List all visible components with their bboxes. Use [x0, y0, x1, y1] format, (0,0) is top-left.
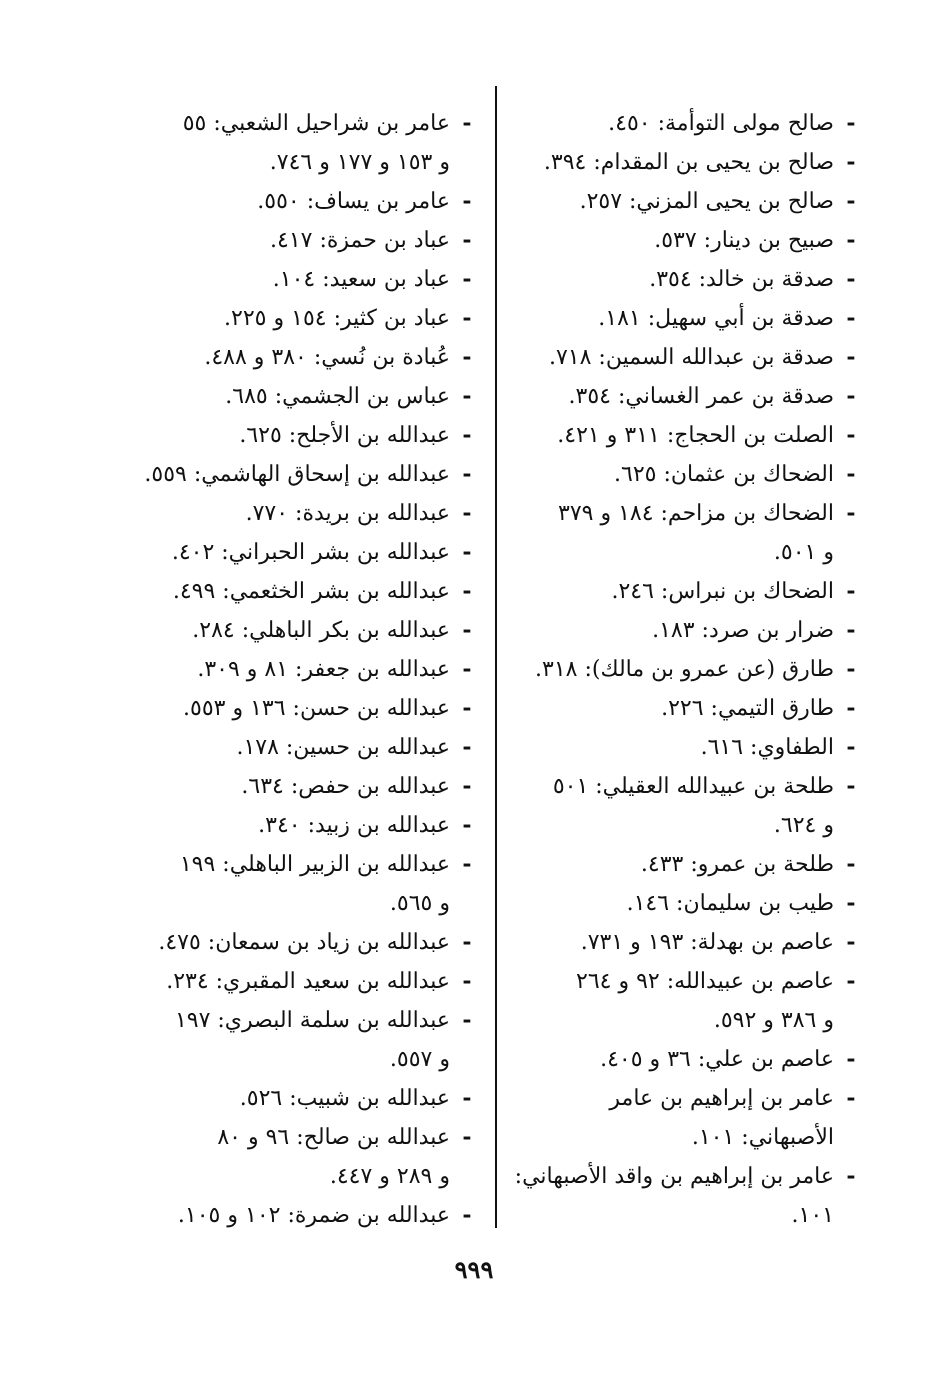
- entry-continuation: ١٠١.: [791, 1203, 834, 1228]
- entry-bullet-dash: -: [846, 851, 856, 877]
- index-entry-line: [112, 494, 484, 533]
- entry-text: عبدالله بن زياد بن سمعان: ٤٧٥.: [158, 930, 450, 955]
- entry-text: عباد بن سعيد: ١٠٤.: [272, 267, 450, 292]
- entry-bullet-dash: -: [846, 344, 856, 370]
- entry-bullet-dash: -: [462, 656, 472, 682]
- index-entry-line: [512, 299, 868, 338]
- entry-bullet-dash: -: [462, 968, 472, 994]
- index-entry-line: [112, 377, 484, 416]
- index-entry-line: [112, 1196, 484, 1235]
- index-entry-line: [512, 962, 868, 1001]
- entry-bullet-dash: -: [846, 695, 856, 721]
- index-entry: [512, 494, 868, 572]
- index-entry: [512, 767, 868, 845]
- entry-bullet-dash: -: [462, 929, 472, 955]
- entry-text: صالح بن يحيى المزني: ٢٥٧.: [579, 189, 834, 214]
- index-entry-line: [512, 377, 868, 416]
- entry-bullet-dash: -: [462, 1085, 472, 1111]
- entry-bullet-dash: -: [462, 266, 472, 292]
- index-entry: [112, 260, 484, 299]
- index-entry-line: [112, 689, 484, 728]
- index-entry: [512, 221, 868, 260]
- index-entry-line: [512, 221, 868, 260]
- entry-text: عاصم بن بهدلة: ١٩٣ و ٧٣١.: [580, 930, 834, 955]
- entry-continuation: و ٥٦٥.: [389, 891, 450, 916]
- entry-text: طارق التيمي: ٢٢٦.: [661, 696, 834, 721]
- entry-continuation: و ٢٨٩ و ٤٤٧.: [329, 1164, 450, 1189]
- entry-text: عبدالله بن سعيد المقبري: ٢٣٤.: [166, 969, 450, 994]
- entry-text: صالح بن يحيى بن المقدام: ٣٩٤.: [543, 150, 834, 175]
- entry-text: صالح مولى التوأمة: ٤٥٠.: [608, 111, 834, 136]
- index-entry-line: [112, 182, 484, 221]
- entry-text: طارق (عن عمرو بن مالك): ٣١٨.: [535, 657, 834, 682]
- index-entry: [512, 1040, 868, 1079]
- entry-bullet-dash: -: [846, 500, 856, 526]
- index-entry: [112, 104, 484, 182]
- index-column-left: [112, 104, 484, 1235]
- entry-bullet-dash: -: [846, 773, 856, 799]
- index-entry: [512, 143, 868, 182]
- entry-bullet-dash: -: [846, 110, 856, 136]
- entry-bullet-dash: -: [846, 149, 856, 175]
- entry-text: عبدالله بن بشر الحبراني: ٤٠٢.: [171, 540, 450, 565]
- index-entry: [112, 806, 484, 845]
- entry-bullet-dash: -: [846, 929, 856, 955]
- entry-continuation: و ٦٢٤.: [773, 813, 834, 838]
- index-entry-line: [512, 182, 868, 221]
- index-entry: [112, 1118, 484, 1196]
- index-entry-line: [512, 1040, 868, 1079]
- entry-bullet-dash: -: [846, 578, 856, 604]
- entry-text: عبدالله بن شبيب: ٥٢٦.: [239, 1086, 450, 1111]
- index-entry: [112, 1196, 484, 1235]
- index-entry-line: [512, 104, 868, 143]
- index-entry-line: [112, 260, 484, 299]
- entry-bullet-dash: -: [846, 656, 856, 682]
- index-entry: [512, 377, 868, 416]
- index-entry: [512, 338, 868, 377]
- entry-text: عبدالله بن بريدة: ٧٧٠.: [245, 501, 450, 526]
- column-divider: [495, 86, 497, 1228]
- entry-bullet-dash: -: [846, 227, 856, 253]
- entry-text: الضحاك بن عثمان: ٦٢٥.: [614, 462, 834, 487]
- entry-bullet-dash: -: [462, 695, 472, 721]
- entry-text: صدقة بن خالد: ٣٥٤.: [649, 267, 834, 292]
- entry-text: الضحاك بن نبراس: ٢٤٦.: [611, 579, 834, 604]
- entry-bullet-dash: -: [846, 422, 856, 448]
- index-entry-line: [512, 689, 868, 728]
- entry-bullet-dash: -: [846, 734, 856, 760]
- index-entry: [512, 104, 868, 143]
- entry-text: عبدالله بن إسحاق الهاشمي: ٥٥٩.: [144, 462, 450, 487]
- index-entry-line: [112, 104, 484, 143]
- index-column-right: [512, 104, 868, 1235]
- index-entry-line: [112, 455, 484, 494]
- entry-text: عبدالله بن بكر الباهلي: ٢٨٤.: [192, 618, 450, 643]
- index-entry-line: [512, 923, 868, 962]
- index-entry-line: [512, 650, 868, 689]
- entry-bullet-dash: -: [462, 773, 472, 799]
- index-entry: [512, 455, 868, 494]
- index-entry-line: [112, 416, 484, 455]
- index-entry-line: [512, 416, 868, 455]
- entry-text: الضحاك بن مزاحم: ١٨٤ و ٣٧٩: [558, 501, 834, 526]
- index-entry: [512, 416, 868, 455]
- entry-bullet-dash: -: [846, 461, 856, 487]
- index-entry: [112, 455, 484, 494]
- index-entry: [512, 1079, 868, 1157]
- entry-bullet-dash: -: [846, 1046, 856, 1072]
- index-entry-line: [112, 650, 484, 689]
- index-entry: [112, 221, 484, 260]
- entry-bullet-dash: -: [462, 734, 472, 760]
- entry-bullet-dash: -: [846, 617, 856, 643]
- entry-text: طيب بن سليمان: ١٤٦.: [626, 891, 834, 916]
- entry-text: عبدالله بن جعفر: ٨١ و ٣٠٩.: [197, 657, 450, 682]
- index-entry-line: [512, 260, 868, 299]
- entry-bullet-dash: -: [462, 1202, 472, 1228]
- index-entry: [112, 923, 484, 962]
- index-entry-line: [112, 806, 484, 845]
- index-entry-line: [512, 1079, 868, 1118]
- entry-text: عبدالله بن الزبير الباهلي: ١٩٩: [179, 852, 450, 877]
- index-entry: [112, 299, 484, 338]
- entry-bullet-dash: -: [846, 890, 856, 916]
- entry-text: طلحة بن عبيدالله العقيلي: ٥٠١: [552, 774, 834, 799]
- entry-text: ضرار بن صرد: ١٨٣.: [652, 618, 834, 643]
- index-entry: [112, 377, 484, 416]
- entry-continuation: و ٥٠١.: [773, 540, 834, 565]
- index-entry: [512, 611, 868, 650]
- entry-bullet-dash: -: [462, 110, 472, 136]
- index-entry: [512, 884, 868, 923]
- entry-bullet-dash: -: [462, 1124, 472, 1150]
- entry-text: عباس بن الجشمي: ٦٨٥.: [225, 384, 450, 409]
- entry-text: الصلت بن الحجاج: ٣١١ و ٤٢١.: [557, 423, 834, 448]
- entry-text: عباد بن كثير: ١٥٤ و ٢٢٥.: [224, 306, 450, 331]
- index-entry: [112, 728, 484, 767]
- entry-bullet-dash: -: [462, 1007, 472, 1033]
- index-entry: [112, 416, 484, 455]
- index-entry: [112, 182, 484, 221]
- index-entry-line: [512, 767, 868, 806]
- index-entry-line: [512, 338, 868, 377]
- entry-text: عبدالله بن ضمرة: ١٠٢ و ١٠٥.: [177, 1203, 450, 1228]
- entry-text: صدقة بن عبدالله السمين: ٧١٨.: [548, 345, 834, 370]
- index-entry: [512, 1157, 868, 1235]
- entry-bullet-dash: -: [846, 968, 856, 994]
- index-entry-line: [112, 572, 484, 611]
- index-entry-line: [512, 1157, 868, 1196]
- index-entry-line: [112, 923, 484, 962]
- index-entry: [112, 650, 484, 689]
- entry-text: عاصم بن علي: ٣٦ و ٤٠٥.: [600, 1047, 834, 1072]
- entry-bullet-dash: -: [462, 383, 472, 409]
- entry-bullet-dash: -: [462, 422, 472, 448]
- entry-text: عبدالله بن حسين: ١٧٨.: [236, 735, 450, 760]
- entry-text: عاصم بن عبيدالله: ٩٢ و ٢٦٤: [576, 969, 834, 994]
- index-entry: [512, 689, 868, 728]
- index-entry: [112, 689, 484, 728]
- entry-bullet-dash: -: [462, 539, 472, 565]
- entry-text: صدقة بن أبي سهيل: ١٨١.: [598, 306, 834, 331]
- index-entry: [112, 338, 484, 377]
- entry-text: عبدالله بن زبيد: ٣٤٠.: [258, 813, 450, 838]
- index-entry-line: [112, 338, 484, 377]
- index-entry-line: [512, 884, 868, 923]
- entry-bullet-dash: -: [462, 500, 472, 526]
- entry-bullet-dash: -: [462, 812, 472, 838]
- index-entry-line: [112, 1079, 484, 1118]
- index-entry: [512, 845, 868, 884]
- index-entry: [512, 182, 868, 221]
- entry-bullet-dash: -: [462, 578, 472, 604]
- entry-text: طلحة بن عمرو: ٤٣٣.: [640, 852, 834, 877]
- index-entry-line: [512, 728, 868, 767]
- index-entry: [112, 962, 484, 1001]
- entry-bullet-dash: -: [462, 305, 472, 331]
- entry-text: عامر بن إبراهيم بن عامر: [609, 1086, 834, 1111]
- index-entry-line: [512, 572, 868, 611]
- index-entry-line: [112, 1001, 484, 1040]
- index-entry: [112, 1001, 484, 1079]
- entry-text: عبدالله بن حفص: ٦٣٤.: [241, 774, 450, 799]
- index-entry: [512, 962, 868, 1040]
- entry-text: عباد بن حمزة: ٤١٧.: [270, 228, 450, 253]
- index-entry-line: [112, 962, 484, 1001]
- entry-bullet-dash: -: [462, 461, 472, 487]
- index-entry: [512, 728, 868, 767]
- index-entry-line: [112, 299, 484, 338]
- entry-bullet-dash: -: [462, 617, 472, 643]
- index-entry-line: [512, 611, 868, 650]
- index-entry: [112, 494, 484, 533]
- index-entry-line: [112, 845, 484, 884]
- entry-continuation: و ٥٥٧.: [389, 1047, 450, 1072]
- index-entry-line: [512, 143, 868, 182]
- index-entry: [112, 611, 484, 650]
- entry-bullet-dash: -: [846, 305, 856, 331]
- index-entry-line: [112, 533, 484, 572]
- index-entry-line: [512, 494, 868, 533]
- page-number: ٩٩٩: [454, 1255, 494, 1284]
- entry-text: عامر بن شراحيل الشعبي: ٥٥: [182, 111, 450, 136]
- entry-continuation: و ١٥٣ و ١٧٧ و ٧٤٦.: [269, 150, 450, 175]
- entry-continuation: و ٣٨٦ و ٥٩٢.: [713, 1008, 834, 1033]
- index-entry: [112, 533, 484, 572]
- index-entry-line: [112, 1118, 484, 1157]
- index-entry: [512, 650, 868, 689]
- entry-continuation: الأصبهاني: ١٠١.: [691, 1125, 834, 1150]
- entry-text: عامر بن يساف: ٥٥٠.: [257, 189, 450, 214]
- index-entry: [112, 767, 484, 806]
- index-entry: [512, 923, 868, 962]
- entry-text: عبدالله بن صالح: ٩٦ و ٨٠: [217, 1125, 450, 1150]
- entry-bullet-dash: -: [462, 188, 472, 214]
- index-entry: [512, 572, 868, 611]
- entry-bullet-dash: -: [462, 344, 472, 370]
- index-entry: [512, 260, 868, 299]
- index-entry-line: [112, 611, 484, 650]
- index-entry-line: [512, 845, 868, 884]
- index-entry-line: [112, 767, 484, 806]
- entry-text: الطفاوي: ٦١٦.: [700, 735, 834, 760]
- entry-bullet-dash: -: [462, 851, 472, 877]
- index-entry-line: [112, 728, 484, 767]
- index-entry: [512, 299, 868, 338]
- index-entry: [112, 572, 484, 611]
- index-entry-line: [112, 221, 484, 260]
- entry-bullet-dash: -: [846, 188, 856, 214]
- entry-text: عُبادة بن نُسي: ٣٨٠ و ٤٨٨.: [204, 345, 450, 370]
- entry-bullet-dash: -: [846, 1163, 856, 1189]
- index-entry-line: [512, 455, 868, 494]
- entry-text: عبدالله بن حسن: ١٣٦ و ٥٥٣.: [183, 696, 450, 721]
- index-entry: [112, 845, 484, 923]
- entry-text: عبدالله بن بشر الخثعمي: ٤٩٩.: [172, 579, 450, 604]
- entry-bullet-dash: -: [462, 227, 472, 253]
- entry-bullet-dash: -: [846, 1085, 856, 1111]
- entry-bullet-dash: -: [846, 383, 856, 409]
- entry-text: صدقة بن عمر الغساني: ٣٥٤.: [568, 384, 834, 409]
- entry-text: عبدالله بن الأجلح: ٦٢٥.: [239, 423, 450, 448]
- entry-text: صبيح بن دينار: ٥٣٧.: [654, 228, 834, 253]
- index-entry: [112, 1079, 484, 1118]
- entry-bullet-dash: -: [846, 266, 856, 292]
- entry-text: عبدالله بن سلمة البصري: ١٩٧: [174, 1008, 450, 1033]
- entry-text: عامر بن إبراهيم بن واقد الأصبهاني:: [514, 1164, 834, 1189]
